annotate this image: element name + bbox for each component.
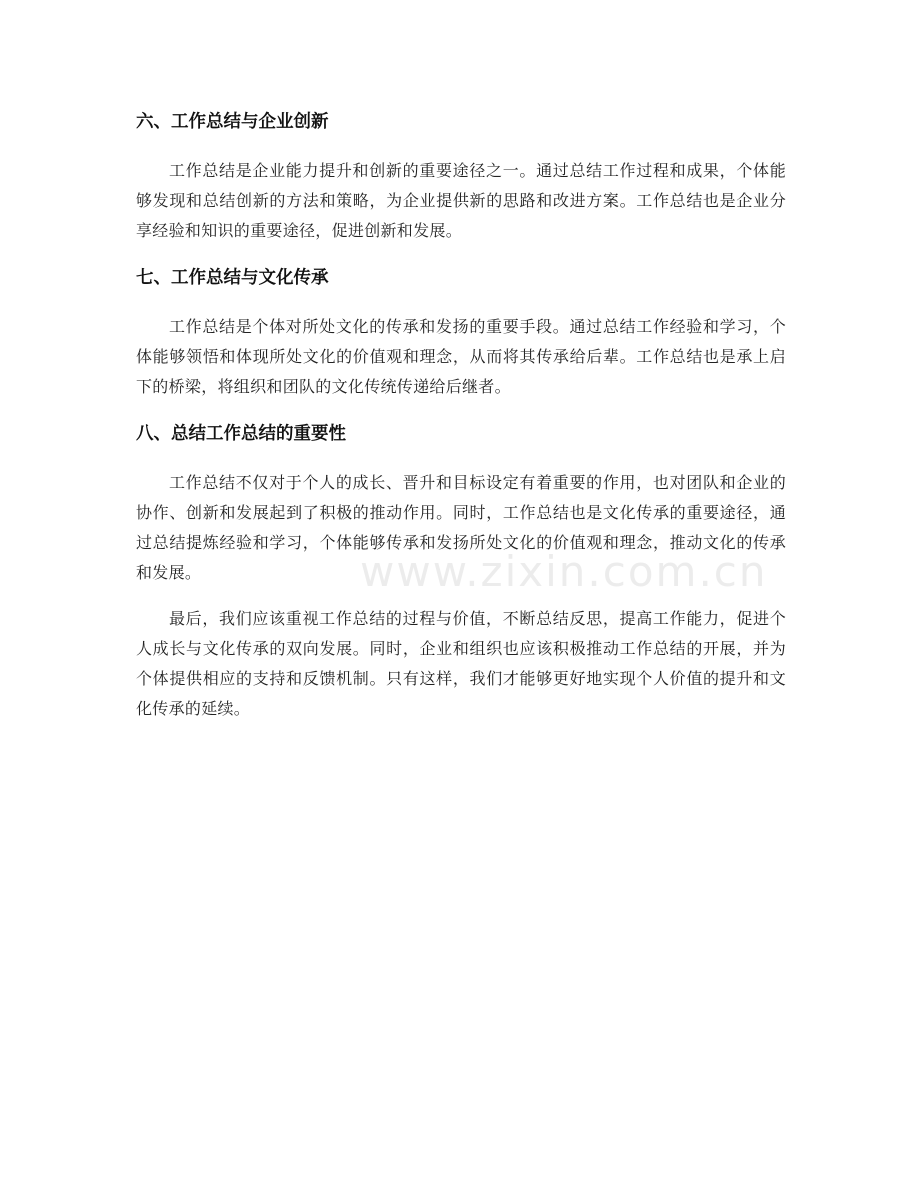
paragraph: 最后，我们应该重视工作总结的过程与价值，不断总结反思，提高工作能力，促进个人成长与文化传承的双向发展。同时，企业和组织也应该积极推动工作总结的开展，并为个体提供相应的支持和反馈机制。只有这样，我们才能够更好地实现个人价值的提升和文化传承的延续。 [136, 609, 786, 718]
paragraph: 工作总结不仅对于个人的成长、晋升和目标设定有着重要的作用，也对团队和企业的协作、创新和发展起到了积极的推动作用。同时，工作总结也是文化传承的重要途径，通过总结提炼经验和学习，个体能够传承和发扬所处文化的价值观和理念，推动文化的传承和发展。 [136, 473, 786, 582]
section-7 [136, 262, 786, 402]
section-title: 六、工作总结与企业创新 [136, 112, 329, 132]
watermark: www.zixin.com.cn [360, 547, 768, 596]
section-8 [136, 418, 786, 724]
section-6 [136, 106, 786, 246]
paragraph: 工作总结是企业能力提升和创新的重要途径之一。通过总结工作过程和成果，个体能够发现和总结创新的方法和策略，为企业提供新的思路和改进方案。工作总结也是企业分享经验和知识的重要途径，促进创新和发展。 [136, 161, 786, 240]
document-body [136, 106, 786, 740]
section-title: 八、总结工作总结的重要性 [136, 424, 346, 444]
paragraph: 工作总结是个体对所处文化的传承和发扬的重要手段。通过总结工作经验和学习，个体能够领悟和体现所处文化的价值观和理念，从而将其传承给后辈。工作总结也是承上启下的桥梁，将组织和团队的文化传统传递给后继者。 [136, 317, 786, 396]
section-title: 七、工作总结与文化传承 [136, 268, 329, 288]
